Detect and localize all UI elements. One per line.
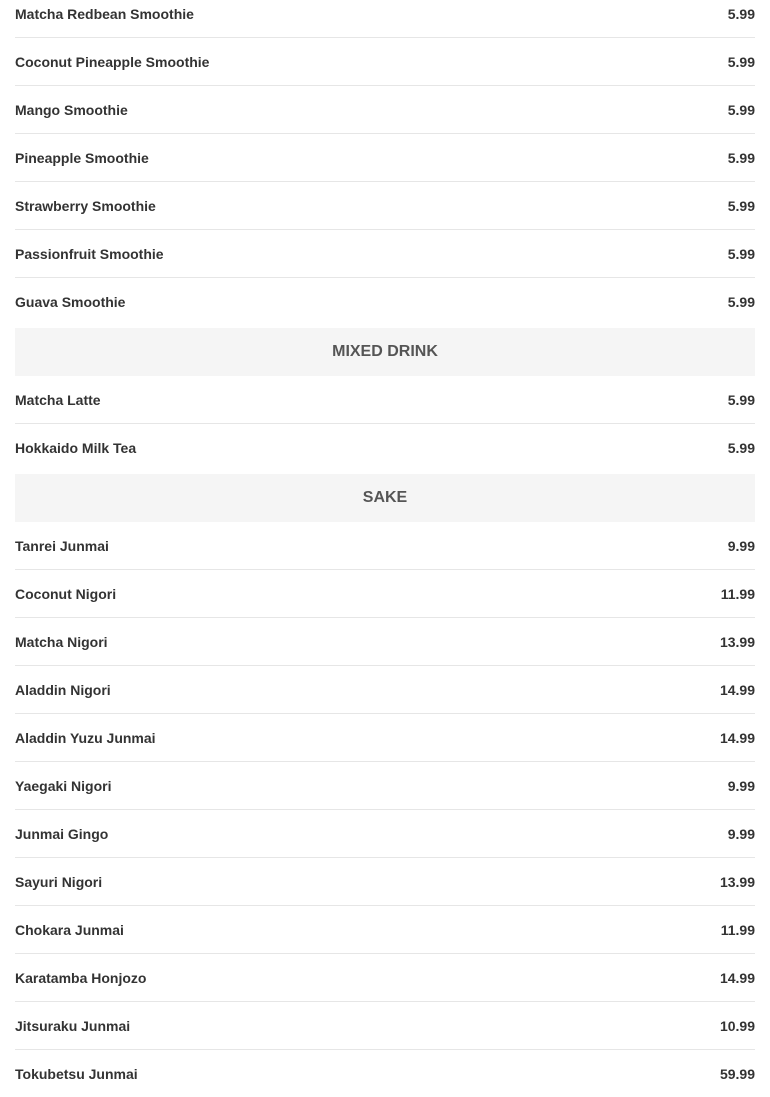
menu-item (15, 38, 755, 86)
item-name: Coconut Nigori (15, 585, 117, 602)
item-name: Yaegaki Nigori (15, 777, 112, 794)
menu-item (15, 182, 755, 230)
item-price: 14.99 (719, 969, 755, 986)
item-price: 13.99 (719, 873, 755, 890)
menu-item (15, 954, 755, 1002)
item-name: Matcha Latte (15, 391, 101, 408)
menu-item (15, 522, 755, 570)
item-name: Chokara Junmai (15, 921, 124, 938)
item-price: 10.99 (719, 1017, 755, 1034)
section-header: MIXED DRINK (15, 328, 755, 376)
menu-item (15, 666, 755, 714)
item-price: 5.99 (727, 391, 755, 408)
item-price: 5.99 (727, 245, 755, 262)
item-price: 5.99 (727, 197, 755, 214)
item-price: 5.99 (727, 293, 755, 310)
item-name: Jitsuraku Junmai (15, 1017, 131, 1034)
menu-item (15, 376, 755, 424)
menu-section-smoothie (15, 0, 755, 325)
menu-item (15, 906, 755, 954)
item-name: Pineapple Smoothie (15, 149, 149, 166)
menu-item (15, 1050, 755, 1097)
menu-item (15, 810, 755, 858)
menu-list (15, 0, 755, 1097)
item-price: 9.99 (727, 537, 755, 554)
item-price: 5.99 (727, 101, 755, 118)
item-price: 9.99 (727, 825, 755, 842)
menu-item (15, 134, 755, 182)
item-price: 59.99 (719, 1065, 755, 1082)
item-price: 5.99 (727, 5, 755, 22)
menu-item (15, 570, 755, 618)
menu-section-mixed-drink (15, 328, 755, 471)
item-name: Junmai Gingo (15, 825, 109, 842)
item-name: Coconut Pineapple Smoothie (15, 53, 210, 70)
item-name: Tanrei Junmai (15, 537, 109, 554)
item-price: 14.99 (719, 681, 755, 698)
item-price: 5.99 (727, 53, 755, 70)
item-name: Strawberry Smoothie (15, 197, 156, 214)
item-name: Karatamba Honjozo (15, 969, 147, 986)
item-name: Sayuri Nigori (15, 873, 103, 890)
menu-section-sake (15, 474, 755, 1097)
item-price: 11.99 (720, 585, 755, 602)
item-price: 5.99 (727, 439, 755, 456)
item-name: Matcha Nigori (15, 633, 108, 650)
item-name: Aladdin Nigori (15, 681, 111, 698)
menu-item (15, 618, 755, 666)
item-name: Mango Smoothie (15, 101, 128, 118)
menu-item (15, 858, 755, 906)
item-name: Matcha Redbean Smoothie (15, 5, 194, 22)
item-name: Hokkaido Milk Tea (15, 439, 137, 456)
menu-item (15, 0, 755, 38)
menu-item (15, 762, 755, 810)
menu-item (15, 278, 755, 325)
item-price: 9.99 (727, 777, 755, 794)
item-name: Passionfruit Smoothie (15, 245, 164, 262)
item-name: Aladdin Yuzu Junmai (15, 729, 156, 746)
menu-item (15, 424, 755, 471)
section-header: SAKE (15, 474, 755, 522)
item-price: 11.99 (720, 921, 755, 938)
item-price: 13.99 (719, 633, 755, 650)
menu-item (15, 714, 755, 762)
item-name: Guava Smoothie (15, 293, 126, 310)
menu-item (15, 1002, 755, 1050)
item-name: Tokubetsu Junmai (15, 1065, 138, 1082)
item-price: 5.99 (727, 149, 755, 166)
menu-item (15, 230, 755, 278)
item-price: 14.99 (719, 729, 755, 746)
menu-item (15, 86, 755, 134)
